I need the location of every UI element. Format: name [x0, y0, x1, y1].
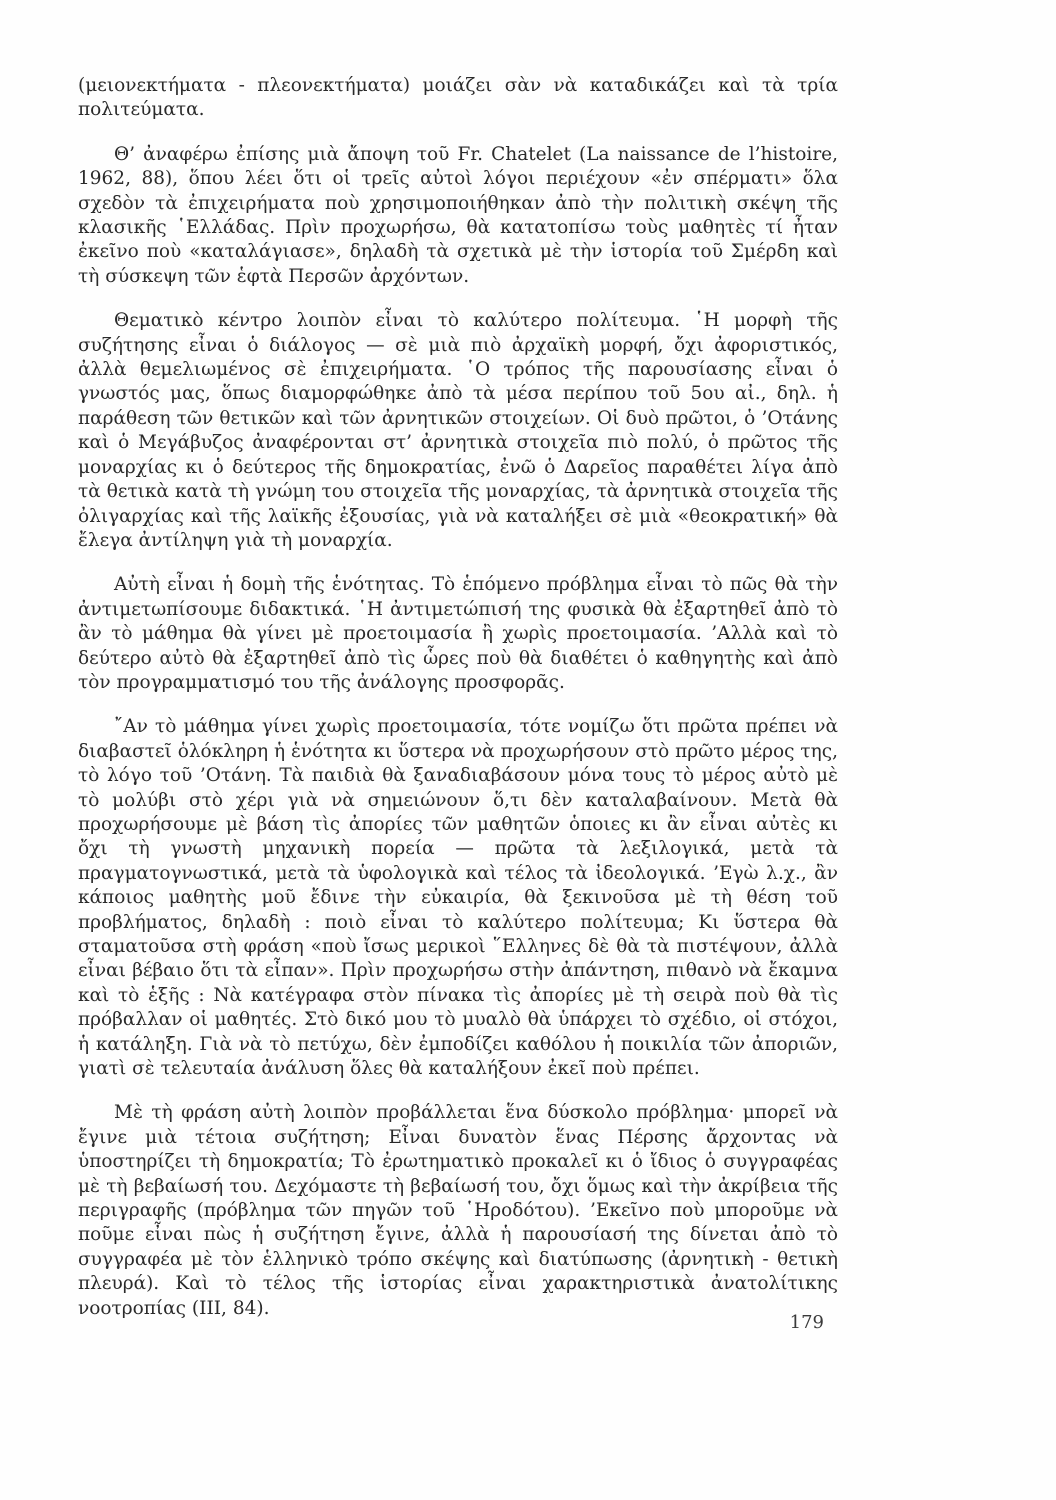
paragraph: ῎Αν τὸ μάθημα γίνει χωρὶς προετοιμασία, τότε νομίζω ὅτι πρῶτα πρέπει νὰ διαβαστεῖ ὁλόκληρη ἡ ἑνότητα κι ὕστερα νὰ προχωρήσουν στὸ πρῶτο μέρος της, τὸ λόγο τοῦ ’Οτάνη. Τὰ παιδιὰ θὰ ξαναδιαβάσουν μόνα τους τὸ μέρος αὐτὸ μὲ τὸ μολύβι στὸ χέρι γιὰ νὰ σημειώνουν ὅ,τι δὲν καταλαβαίνουν. Μετὰ θὰ προχωρήσουμε μὲ βάση τὶς ἀπορίες τῶν μαθητῶν ὁποιες κι ἂν εἶναι αὐτὲς κι ὄχι τὴ γνωστὴ μηχανικὴ πορεία — πρῶτα τὰ λεξιλογικά, μετὰ τὰ πραγματογνωστικά, μετὰ τὰ ὑφολογικὰ καὶ τέλος τὰ ἰδεολογικά. ’Εγὼ λ.χ., ἂν κάποιος μαθητὴς μοῦ ἔδινε τὴν εὐκαιρία, θὰ ξεκινοῦσα μὲ τὴ θέση τοῦ προβλήματος, δηλαδὴ : ποιὸ εἶναι τὸ καλύτερο πολίτευμα; Κι ὕστερα θὰ σταματοῦσα στὴ φράση «ποὺ ἴσως μερικοὶ ῞Ελληνες δὲ θὰ τὰ πιστέψουν, ἀλλὰ εἶναι βέβαιο ὅτι τὰ εἶπαν». Πρὶν προχωρήσω στὴν ἀπάντηση, πιθανὸ νὰ ἔκαμνα καὶ τὸ ἑξῆς : Νὰ κατέγραφα στὸν πίνακα τὶς ἀπορίες μὲ τὴ σειρὰ ποὺ θὰ τὶς πρόβαλλαν οἱ μαθητές. Στὸ δικό μου τὸ μυαλὸ θὰ ὑπάρχει τὸ σχέδιο, οἱ στόχοι, ἡ κατάληξη. Γιὰ νὰ τὸ πετύχω, δὲν ἐμποδίζει καθόλου ἡ ποικιλία τῶν ἀποριῶν, γιατὶ σὲ τελευταία ἀνάλυση ὅλες θὰ καταλήξουν ἐκεῖ ποὺ πρέπει.	[78, 716, 838, 1080]
paragraph: Θεματικὸ κέντρο λοιπὸν εἶναι τὸ καλύτερο πολίτευμα. ῾Η μορφὴ τῆς συζήτησης εἶναι ὁ διάλογος — σὲ μιὰ πιὸ ἀρχαϊκὴ μορφή, ὄχι ἀφοριστικός, ἀλλὰ θεμελιωμένος σὲ ἐπιχειρήματα. ῾Ο τρόπος τῆς παρουσίασης εἶναι ὁ γνωστός μας, ὅπως διαμορφώθηκε ἀπὸ τὰ μέσα περίπου τοῦ 5ου αἰ., δηλ. ἡ παράθεση τῶν θετικῶν καὶ τῶν ἀρνητικῶν στοιχείων. Οἱ δυὸ πρῶτοι, ὁ ’Οτάνης καὶ ὁ Μεγάβυζος ἀναφέρονται στ’ ἀρνητικὰ στοιχεῖα πιὸ πολύ, ὁ πρῶτος τῆς μοναρχίας κι ὁ δεύτερος τῆς δημοκρατίας, ἐνῶ ὁ Δαρεῖος παραθέτει λίγα ἀπὸ τὰ θετικὰ κατὰ τὴ γνώμη του στοιχεῖα τῆς μοναρχίας, τὰ ἀρνητικὰ στοιχεῖα τῆς ὀλιγαρχίας καὶ τῆς λαϊκῆς ἐξουσίας, γιὰ νὰ καταλήξει σὲ μιὰ «θεοκρατική» θὰ ἔλεγα ἀντίληψη γιὰ τὴ μοναρχία.	[78, 310, 838, 551]
paragraph: Μὲ τὴ φράση αὐτὴ λοιπὸν προβάλλεται ἕνα δύσκολο πρόβλημα· μπορεῖ νὰ ἔγινε μιὰ τέτοια συζήτηση; Εἶναι δυνατὸν ἕνας Πέρσης ἄρχοντας νὰ ὑποστηρίζει τὴ δημοκρατία; Τὸ ἐρωτηματικὸ προκαλεῖ κι ὁ ἴδιος ὁ συγγραφέας μὲ τὴ βεβαίωσή του. Δεχόμαστε τὴ βεβαίωσή του, ὄχι ὅμως καὶ τὴν ἀκρίβεια τῆς περιγραφῆς (πρόβλημα τῶν πηγῶν τοῦ ῾Ηροδότου). ’Εκεῖνο ποὺ μποροῦμε νὰ ποῦμε εἶναι πὼς ἡ συζήτηση ἔγινε, ἀλλὰ ἡ παρουσίασή της δίνεται ἀπὸ τὸ συγγραφέα μὲ τὸν ἑλληνικὸ τρόπο σκέψης καὶ διατύπωσης (ἀρνητικὴ - θετικὴ πλευρά). Καὶ τὸ τέλος τῆς ἱστορίας εἶναι χαρακτηριστικὰ ἀνατολίτικης νοοτροπίας (ΙΙΙ, 84).	[78, 1102, 838, 1319]
paragraph: (μειονεκτήματα - πλεονεκτήματα) μοιάζει σὰν νὰ καταδικάζει καὶ τὰ τρία πολιτεύματα.	[78, 75, 838, 121]
paragraph: Θ’ ἀναφέρω ἐπίσης μιὰ ἄποψη τοῦ Fr. Chatelet (La naissance de l’histoire, 1962, 88), ὅπου λέει ὅτι οἱ τρεῖς αὐτοὶ λόγοι περιέχουν «ἐν σπέρματι» ὅλα σχεδὸν τὰ ἐπιχειρήματα ποὺ χρησιμοποιήθηκαν ἀπὸ τὴν πολιτικὴ σκέψη τῆς κλασικῆς ῾Ελλάδας. Πρὶν προχωρήσω, θὰ κατατοπίσω τοὺς μαθητὲς τί ἦταν ἐκεῖνο ποὺ «καταλάγιασε», δηλαδὴ τὰ σχετικὰ μὲ τὴν ἱστορία τοῦ Σμέρδη καὶ τὴ σύσκεψη τῶν ἑφτὰ Περσῶν ἀρχόντων.	[78, 143, 838, 287]
page-number: 179	[789, 1312, 824, 1333]
page-body	[78, 74, 838, 1341]
paragraph: Αὐτὴ εἶναι ἡ δομὴ τῆς ἑνότητας. Τὸ ἑπόμενο πρόβλημα εἶναι τὸ πῶς θὰ τὴν ἀντιμετωπίσουμε διδακτικά. ῾Η ἀντιμετώπισή της φυσικὰ θὰ ἐξαρτηθεῖ ἀπὸ τὸ ἂν τὸ μάθημα θὰ γίνει μὲ προετοιμασία ἢ χωρὶς προετοιμασία. ’Αλλὰ καὶ τὸ δεύτερο αὐτὸ θὰ ἐξαρτηθεῖ ἀπὸ τὶς ὧρες ποὺ θὰ διαθέτει ὁ καθηγητὴς καὶ ἀπὸ τὸν προγραμματισμό του τῆς ἀνάλογης προσφορᾶς.	[78, 574, 838, 693]
